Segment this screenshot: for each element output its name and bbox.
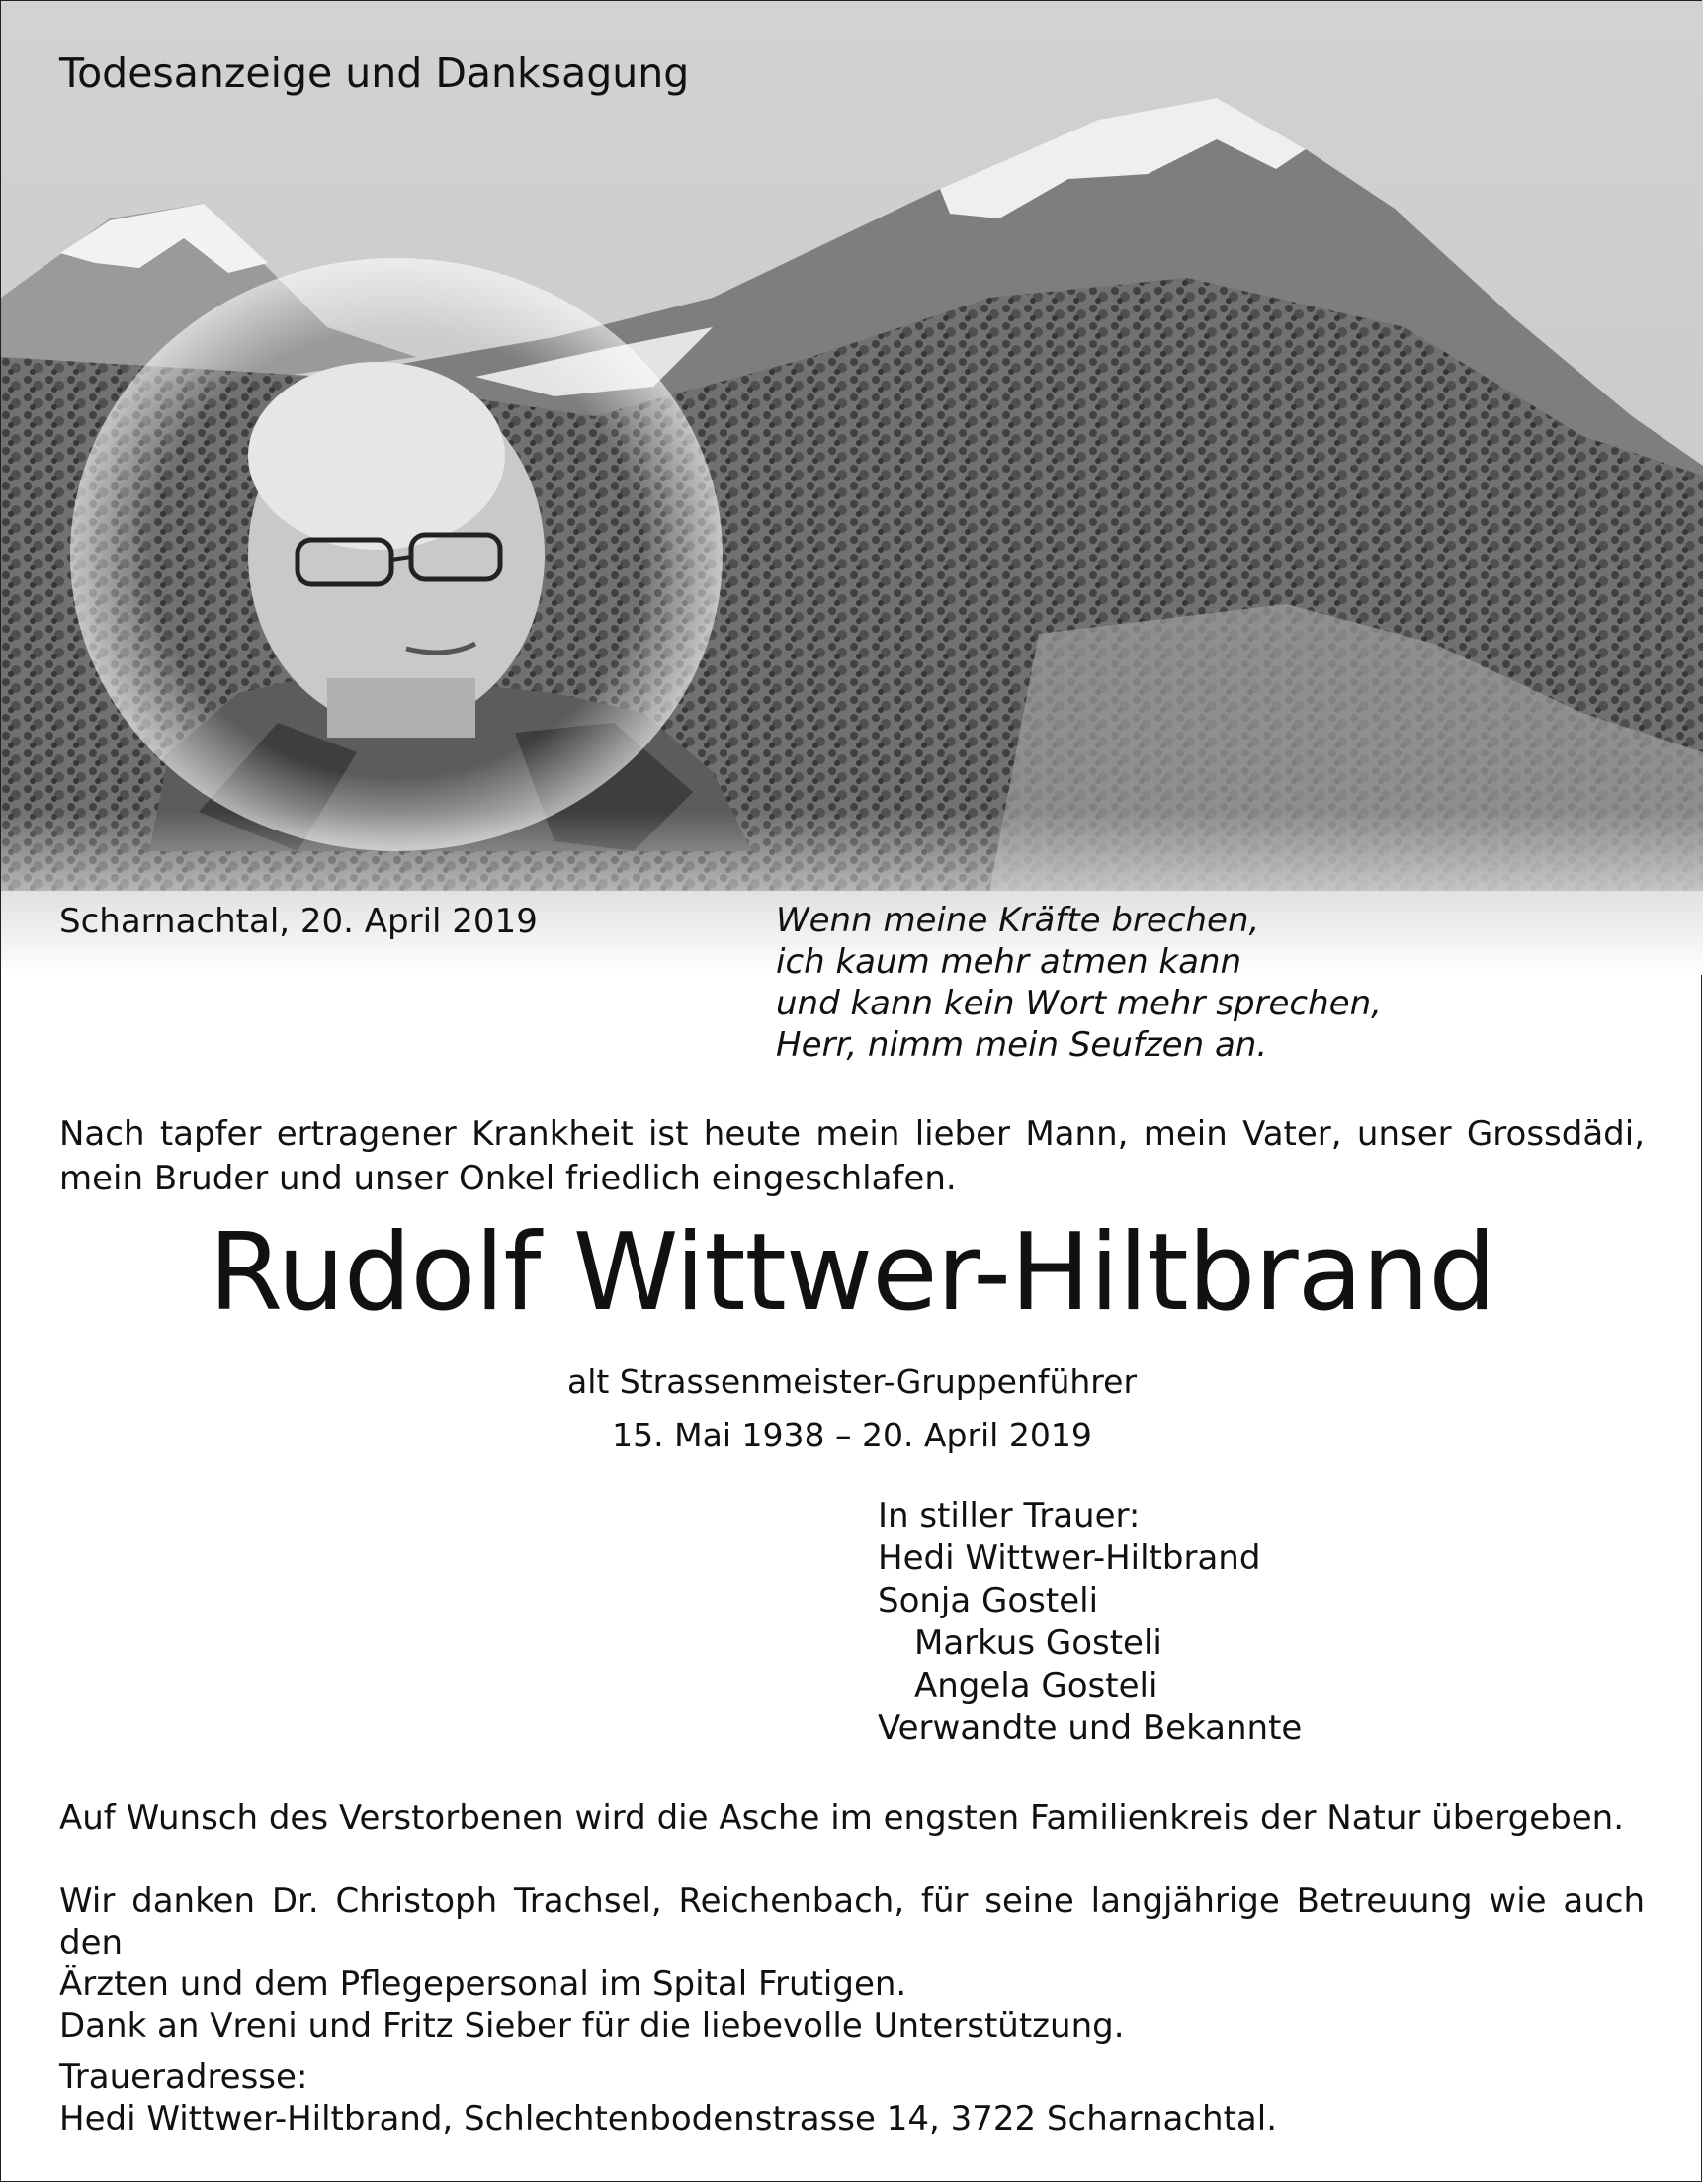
mourning-address (59, 2056, 1645, 2140)
thanks-line: Dank an Vreni und Fritz Sieber für die liebevolle Unterstützung. (59, 2006, 1125, 2046)
mourner-name: Sonja Gosteli (878, 1581, 1099, 1620)
mourner-name: Markus Gosteli (914, 1623, 1162, 1663)
deceased-occupation: alt Strassenmeister-Gruppenführer (566, 1362, 1138, 1401)
announcement-text: Nach tapfer ertragener Krankheit ist heute mein lieber Mann, mein Vater, unser Grossdädi, mein Bruder und unser Onkel friedlich eingeschlafen. (59, 1114, 1645, 1198)
mourner-name: Angela Gosteli (914, 1666, 1158, 1705)
mourners-intro: In stiller Trauer: (878, 1496, 1141, 1535)
verse-line: und kann kein Wort mehr sprechen, (776, 984, 1382, 1023)
ashes-note: Auf Wunsch des Verstorbenen wird die Asche im engsten Familienkreis der Natur übergeben. (59, 1798, 1625, 1838)
thanks-line: Ärzten und dem Pflegepersonal im Spital Frutigen. (59, 1965, 907, 2004)
address-label: Traueradresse: (59, 2057, 308, 2097)
thanks-paragraph (59, 1880, 1645, 2047)
mountain-portrait-photo (1, 1, 1703, 975)
life-dates: 15. Mai 1938 – 20. April 2019 (612, 1416, 1092, 1454)
place-date: Scharnachtal, 20. April 2019 (59, 902, 538, 941)
mourner-name: Hedi Wittwer-Hiltbrand (878, 1538, 1261, 1578)
mourners-closing: Verwandte und Bekannte (878, 1708, 1303, 1748)
thanks-line: Wir danken Dr. Christoph Trachsel, Reichenbach, für seine langjährige Betreuung wie auch den (59, 1881, 1645, 1963)
notice-heading: Todesanzeige und Danksagung (59, 49, 690, 97)
verse-line: Wenn meine Kräfte brechen, (776, 901, 1260, 940)
deceased-name: Rudolf Wittwer-Hiltbrand (209, 1211, 1495, 1335)
verse-line: ich kaum mehr atmen kann (776, 942, 1242, 982)
verse (776, 900, 1382, 1066)
verse-line: Herr, nimm mein Seufzen an. (776, 1025, 1268, 1065)
address-value: Hedi Wittwer-Hiltbrand, Schlechtenbodenstrasse 14, 3722 Scharnachtal. (59, 2099, 1278, 2139)
mourners-list (878, 1495, 1302, 1750)
